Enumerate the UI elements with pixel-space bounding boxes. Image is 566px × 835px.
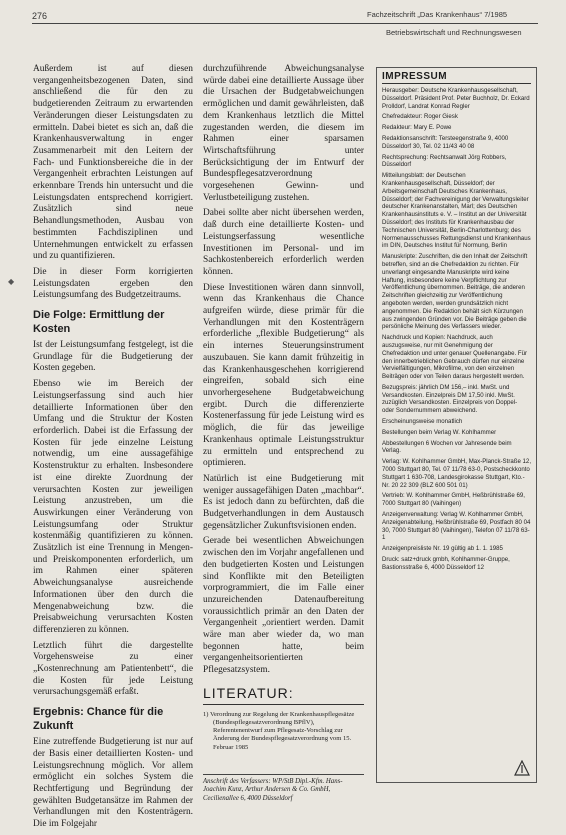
impressum-entry: Redaktionsanschrift: Tersteegenstraße 9, 4000 Düsseldorf 30, Tel. 02 11/43 40 08 — [382, 134, 509, 150]
paragraph: Diese Investitionen wären dann sinnvoll, wenn das Krankenhaus die Chance aufgreifen würde, diese primär für die Verhandlungen mit den Kostenträgern erforderliche „flexible Budgetierung“ als ein internes Steuerungsinstrument auszubauen. Sie kann damit frühzeitig in das Krankenhausgeschehen korrigierend eingreifen, sobald sich eine unvorhergesehene Budgetabweichung ergibt. Durch die differenzierte Kostenerfassung für jede Leistung wird es möglich, die für das jeweilige Krankenhaus optimale Leistungsstruktur zu ermitteln und entsprechend zu optimieren. — [203, 282, 364, 469]
literature-heading: LITERATUR: — [203, 684, 294, 701]
paragraph: Gerade bei wesentlichen Abweichungen zwischen den im Vorjahr angefallenen und den budgetierten Kosten und Leistungen sind Konflikte mit den Beteiligten vorprogrammiert, die im Falle einer unzureichenden Datenaufbereitung voraussichtlich primär an den Daten der Vergangenheit „orientiert werden. Damit wäre man aber wieder da, wo man begonnen hatte, beim vergangenheitsorientierten Pflegesatzsystem. — [203, 536, 364, 676]
literature-entry: 1) Verordnung zur Regelung der Krankenhauspflegesätze (Bundespflegesatzverordnung BPflV), Referentenentwurf zum Pflegesatz-Vorschlag zur Änderung der Bundespflegesatzverordnung vom 15. Februar 1985 — [203, 710, 355, 751]
literature-rule — [203, 704, 364, 705]
author-address: Anschrift des Verfassers: WP/StB Dipl.-Kfm. Hans-Joachim Kunz, Arthur Andersen & Co. GmbH, Cecilienallee 6, 4000 Düsseldorf — [203, 777, 343, 803]
impressum-entry: Druck: satz+druck gmbh, Kohlhammer-Gruppe, Bastionsstraße 6, 4000 Düsseldorf 12 — [382, 556, 510, 571]
publisher-logo-icon — [514, 760, 530, 776]
impressum-entry: Anzeigenpreisliste Nr. 19 gültig ab 1. 1. 1985 — [382, 545, 503, 553]
section-title: Betriebswirtschaft und Rechnungswesen — [386, 28, 522, 37]
paragraph: Eine zutreffende Budgetierung ist nur auf der Basis einer detaillierten Kosten- und Leistungsrechnung möglich. Vor allem ermöglicht ein solches System die Rechtfertigung und Begründung der gewählten Budgetansätze im Rahmen der Verhandlungen mit den Kostenträgern. Die im Folgejahr — [33, 737, 193, 830]
paragraph: Die in dieser Form korrigierten Leistungsdaten ergeben den Leistungsumfang des Budgetzeitraums. — [33, 266, 193, 301]
impressum-entry: Chefredakteur: Roger Giesk — [382, 113, 458, 121]
impressum-entries — [382, 87, 531, 572]
address-rule — [203, 774, 364, 775]
paragraph: Ist der Leistungsumfang festgelegt, ist die Grundlage für die Budgetierung der Kosten gegeben. — [33, 340, 193, 374]
impressum-entry: Rechtsprechung: Rechtsanwalt Jörg Robbers, Düsseldorf — [382, 153, 507, 169]
impressum-entry: Manuskripte: Zuschriften, die den Inhalt der Zeitschrift betreffen, sind an die Chefredaktion zu richten. Für unverlangt eingesandte Manuskripte wird keine Haftung, insbesondere keine Verpflichtung zur Veröffentlichung übernommen. Beiträge, die anderen Zeitschriften gleichzeitig zur Veröffentlichung angeboten werden, werden grundsätzlich nicht angenommen. Die Redaktion behält sich Kürzungen aus zwingenden Gründen vor. Die Beiträge geben die persönliche Meinung des Verfassers wieder. — [382, 253, 528, 331]
margin-bullet-icon: ◆ — [8, 277, 15, 286]
paragraph: Natürlich ist eine Budgetierung mit weniger aussagefähigen Daten „machbar“. Es ist jedoch dann zu befürchten, daß die Budgetverhandlungen in dem Austausch gegensätzlicher Zukunftsvisionen enden. — [203, 473, 364, 531]
paragraph: Ebenso wie im Bereich der Leistungserfassung sind auch hier detaillierte Informationen über den Umfang und die Struktur der Kosten erforderlich. Dabei ist die Erfassung der Kosten für jede einzelne Leistung notwendig, um eine aussagefähige Kostenstruktur zu erhalten. Insbesondere ist eine direkte Zuordnung der verursachten Kosten zur jeweiligen Leistung anzustreben, um die Auswirkungen einer Veränderung von Leistungsumfang oder Struktur kostenmäßig quantifizieren zu können. Zusätzlich ist eine Trennung in Mengen- und Preiskomponenten erforderlich, um im Rahmen einer späteren Abweichungsanalyse ausreichende Informationen über den durch die Mengenabweichung bzw. die Preisabweichung verursachten Kosten differenzieren zu können. — [33, 379, 193, 635]
paragraph: Dabei sollte aber nicht übersehen werden, daß durch eine detaillierte Kosten- und Leistungserfassung wesentliche Investitionen im Personal- und im Sachkostenbereich erforderlich werden können. — [203, 208, 364, 277]
impressum-entry: Verlag: W. Kohlhammer GmbH, Max-Planck-Straße 12, 7000 Stuttgart 80, Tel. 07 11/78 63-0, Postscheckkonto Stuttgart 1 630-708, Landesgirokasse Stuttgart, Kto.-Nr. 20 22 309 (BLZ 600 501 01) — [382, 458, 532, 489]
section-heading: Die Folge: Ermittlung der Kosten — [33, 309, 165, 336]
section-heading: Ergebnis: Chance für die Zukunft — [33, 706, 164, 733]
article-column-1 — [33, 64, 193, 835]
paragraph: Letztlich führt die dargestellte Vorgehensweise zu einer „Kostenrechnung am Patientenbett“, die die Kosten für jede Leistung verursachungsgemäß erfaßt. — [33, 640, 193, 698]
impressum-entry: Redakteur: Mary E. Powe — [382, 124, 452, 132]
journal-title: Fachzeitschrift „Das Krankenhaus“ 7/1985 — [367, 10, 508, 19]
impressum-entry: Bestellungen beim Verlag W. Kohlhammer — [382, 428, 497, 436]
impressum-title: IMPRESSUM — [382, 71, 531, 84]
impressum-box — [376, 67, 537, 783]
paragraph: durchzuführende Abweichungsanalyse würde dabei eine detaillierte Aussage über die Ursachen der Budgetabweichungen ermöglichen und damit gewährleisten, daß dem Krankenhaus letztlich die Mittel zugestanden werden, die diesem im Rahmen einer sparsamen Wirtschaftsführung unter Berücksichtigung der im Entwurf der Bundespflegesatzverordnung vorgesehenen Gewinn- und Verlustbeteiligung zustehen. — [203, 64, 364, 203]
page-number: 276 — [32, 11, 48, 21]
impressum-entry: Bezugspreis: jährlich DM 156,– inkl. MwSt. und Versandkosten. Einzelpreis DM 17,50 inkl. MwSt. zuzüglich Versandkosten. Einzelpreis von Doppel- oder Sondernummern abweichend. — [382, 383, 518, 415]
impressum-entry: Anzeigenverwaltung: Verlag W. Kohlhammer GmbH, Anzeigenabteilung, Heßbrühlstraße 69, Postfach 80 04 30, 7000 Stuttgart 80 (Vaihingen), Telefon 07 11/78 63-1 — [382, 511, 531, 542]
impressum-entry: Abbestellungen 6 Wochen vor Jahresende beim Verlag. — [382, 439, 512, 455]
impressum-entry: Nachdruck und Kopien: Nachdruck, auch auszugsweise, nur mit Genehmigung der Chefredaktion und unter genauer Quellenangabe. Für den innerbetrieblichen Gebrauch dürfen nur einzelne Vervielfältigungen, Mikrofilme, von den einzelnen Beiträgen oder von Teilen daraus hergestellt werden. — [382, 334, 527, 381]
impressum-entry: Herausgeber: Deutsche Krankenhausgesellschaft, Düsseldorf. Präsident Prof. Peter Buchholz, Dr. Eckard Prolldorf, Landrat Konrad Regler — [382, 87, 530, 110]
article-column-2 — [203, 64, 364, 804]
impressum-entry: Erscheinungsweise monatlich — [382, 418, 463, 426]
impressum-entry: Mitteilungsblatt: der Deutschen Krankenhausgesellschaft, Düsseldorf; der Arbeitsgemeinschaft Deutsches Krankenhaus, Düsseldorf; der Fachvereinigung der Verwaltungsleiter deutscher Krankenanstalten, Marl; des Deutschen Krankenhausinstituts e. V. – Institut an der Universität Düsseldorf; des Instituts für Krankenhausbau der Technischen Universität, Berlin-Charlottenburg; des Normenausschusses Rettungsdienst und Krankenhaus im DIN, Deutsches Institut für Normung, Berlin — [382, 172, 531, 250]
paragraph: Außerdem ist auf diesen vergangenheitsbezogenen Daten, sind anschließend die für den zu budgetierenden Zeitraum zu erwartenden Veränderungen dieser Leistungsdaten zu ermitteln. Dabei bietet es sich an, daß die Krankenhausverwaltung in enger Zusammenarbeit mit den Leitern der Fach- und Funktionsbereiche die in der Vergangenheit erbrachten Leistungen auf erkennbare Trends hin untersucht und die Leistungsdaten entsprechend korrigiert. Zusätzlich sind neue Behandlungsmethoden, Ausbau von bestimmten Fachdisziplinen und Unternehmungen entwickelt zu erfassen und zu quantifizieren. — [33, 64, 193, 262]
header-rule — [32, 23, 538, 24]
impressum-entry: Vertrieb: W. Kohlhammer GmbH, Heßbrühlstraße 69, 7000 Stuttgart 80 (Vaihingen) — [382, 492, 525, 508]
